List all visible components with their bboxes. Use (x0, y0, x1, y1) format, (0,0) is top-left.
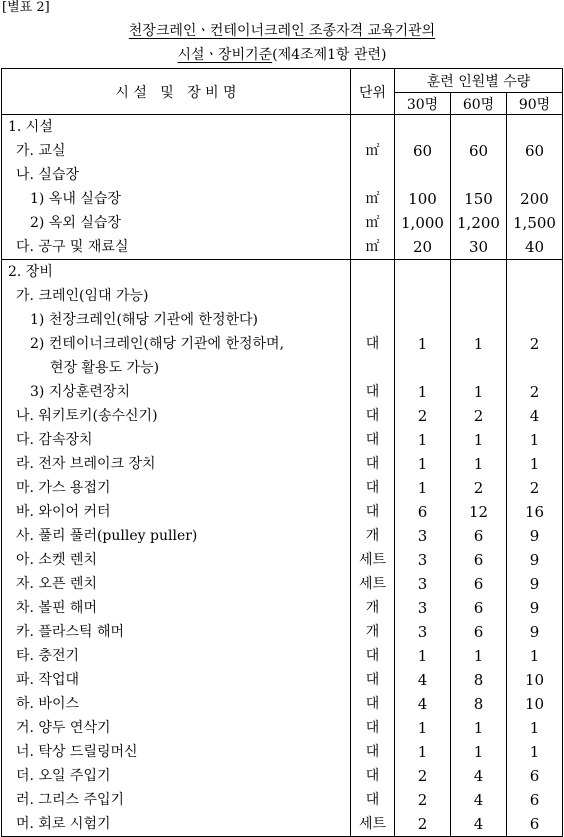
row-qty-30: 4 (395, 668, 451, 692)
row-item-name: 나. 실습장 (2, 163, 351, 187)
row-qty-30: 1,000 (395, 211, 451, 235)
row-qty-30: 3 (395, 548, 451, 572)
row-qty-60: 30 (451, 235, 507, 260)
table-row (2, 740, 563, 764)
row-qty-30: 1 (395, 428, 451, 452)
row-qty-60 (451, 284, 507, 308)
table-row (2, 548, 563, 572)
row-unit: 대 (351, 716, 395, 740)
row-qty-60: 1 (451, 452, 507, 476)
row-qty-60: 1,200 (451, 211, 507, 235)
row-item-name: 3) 지상훈련장치 (2, 380, 351, 404)
row-unit (351, 356, 395, 380)
row-unit: 세트 (351, 572, 395, 596)
row-qty-60: 150 (451, 187, 507, 211)
table-row (2, 692, 563, 716)
table-body (2, 115, 563, 837)
row-qty-90: 9 (507, 596, 563, 620)
row-item-name: 다. 공구 및 재료실 (2, 235, 351, 260)
row-unit: 개 (351, 596, 395, 620)
equipment-standards-table (1, 68, 563, 837)
row-qty-60: 6 (451, 596, 507, 620)
row-unit: 개 (351, 524, 395, 548)
row-item-name: 2. 장비 (2, 260, 351, 285)
title-line2-ref: (제4조제1항 관련) (272, 47, 387, 63)
row-qty-30: 100 (395, 187, 451, 211)
table-row (2, 380, 563, 404)
row-qty-30: 1 (395, 644, 451, 668)
row-item-name: 라. 전자 브레이크 장치 (2, 452, 351, 476)
row-qty-30: 1 (395, 740, 451, 764)
table-row (2, 476, 563, 500)
row-qty-30: 2 (395, 764, 451, 788)
row-unit: 대 (351, 740, 395, 764)
table-row (2, 668, 563, 692)
row-unit: 대 (351, 668, 395, 692)
row-qty-30 (395, 308, 451, 332)
table-row (2, 644, 563, 668)
row-qty-60: 1 (451, 380, 507, 404)
row-unit (351, 284, 395, 308)
row-unit: 대 (351, 428, 395, 452)
row-qty-90: 10 (507, 668, 563, 692)
row-qty-30: 3 (395, 596, 451, 620)
row-qty-30: 1 (395, 380, 451, 404)
row-item-name: 아. 소켓 렌치 (2, 548, 351, 572)
row-qty-90: 2 (507, 476, 563, 500)
row-qty-90: 40 (507, 235, 563, 260)
row-qty-30: 2 (395, 812, 451, 837)
table-row (2, 139, 563, 163)
row-qty-90 (507, 115, 563, 140)
row-qty-90 (507, 284, 563, 308)
row-unit (351, 308, 395, 332)
row-qty-30: 2 (395, 404, 451, 428)
row-unit: 세트 (351, 812, 395, 837)
row-qty-90: 1 (507, 644, 563, 668)
table-row (2, 260, 563, 285)
row-unit: 대 (351, 764, 395, 788)
row-qty-90: 10 (507, 692, 563, 716)
row-unit: 대 (351, 404, 395, 428)
row-qty-60: 1 (451, 644, 507, 668)
title-line1-text: 천장크레인ㆍ컨테이너크레인 조종자격 교육기관의 (128, 23, 436, 39)
row-qty-30: 3 (395, 572, 451, 596)
row-qty-90: 16 (507, 500, 563, 524)
table-row (2, 404, 563, 428)
table-row (2, 235, 563, 260)
row-qty-30: 3 (395, 620, 451, 644)
row-unit: 대 (351, 788, 395, 812)
row-item-name: 카. 플라스틱 해머 (2, 620, 351, 644)
row-qty-60: 6 (451, 524, 507, 548)
row-qty-90: 6 (507, 788, 563, 812)
row-qty-30: 60 (395, 139, 451, 163)
row-unit: 대 (351, 452, 395, 476)
row-unit: 대 (351, 380, 395, 404)
row-unit: ㎡ (351, 187, 395, 211)
row-unit: 세트 (351, 548, 395, 572)
row-qty-60: 60 (451, 139, 507, 163)
row-qty-60: 4 (451, 764, 507, 788)
row-unit: ㎡ (351, 211, 395, 235)
row-qty-90: 200 (507, 187, 563, 211)
table-row (2, 308, 563, 332)
document-title-line2 (0, 46, 564, 64)
table-row (2, 572, 563, 596)
row-qty-30: 4 (395, 692, 451, 716)
table-row (2, 163, 563, 187)
row-qty-90: 1 (507, 740, 563, 764)
row-qty-60 (451, 356, 507, 380)
row-unit: ㎡ (351, 139, 395, 163)
row-unit (351, 260, 395, 285)
table-row (2, 524, 563, 548)
table-row (2, 332, 563, 356)
row-item-name: 머. 회로 시험기 (2, 812, 351, 837)
row-qty-30 (395, 284, 451, 308)
row-qty-60: 6 (451, 620, 507, 644)
row-unit (351, 115, 395, 140)
row-qty-90: 9 (507, 524, 563, 548)
header-item-name: 시 설 및 장 비 명 (2, 69, 351, 115)
row-unit (351, 163, 395, 187)
table-row (2, 812, 563, 837)
row-qty-90: 6 (507, 812, 563, 837)
table-row (2, 620, 563, 644)
row-qty-60 (451, 308, 507, 332)
row-qty-90: 1 (507, 716, 563, 740)
header-30: 30명 (395, 93, 451, 115)
row-item-name: 2) 컨테이너크레인(해당 기관에 한정하며, (2, 332, 351, 356)
row-item-name: 하. 바이스 (2, 692, 351, 716)
table-row (2, 452, 563, 476)
header-unit: 단위 (351, 69, 395, 115)
row-item-name: 가. 교실 (2, 139, 351, 163)
row-qty-60 (451, 163, 507, 187)
table-row (2, 764, 563, 788)
row-qty-60: 6 (451, 548, 507, 572)
row-item-name: 1. 시설 (2, 115, 351, 140)
row-qty-90: 1 (507, 428, 563, 452)
row-item-name: 자. 오픈 렌치 (2, 572, 351, 596)
document-title-line1 (0, 22, 564, 40)
row-qty-30: 1 (395, 332, 451, 356)
row-qty-60: 12 (451, 500, 507, 524)
header-60: 60명 (451, 93, 507, 115)
row-item-name: 다. 감속장치 (2, 428, 351, 452)
row-qty-30 (395, 163, 451, 187)
row-unit: 대 (351, 644, 395, 668)
row-qty-60 (451, 115, 507, 140)
row-item-name: 1) 옥내 실습장 (2, 187, 351, 211)
row-qty-30: 1 (395, 716, 451, 740)
row-qty-60: 2 (451, 476, 507, 500)
row-qty-30 (395, 115, 451, 140)
row-item-name: 러. 그리스 주입기 (2, 788, 351, 812)
row-qty-90: 9 (507, 620, 563, 644)
row-unit: ㎡ (351, 235, 395, 260)
row-qty-90: 1 (507, 452, 563, 476)
row-qty-60: 1 (451, 428, 507, 452)
row-qty-30: 6 (395, 500, 451, 524)
row-item-name: 거. 양두 연삭기 (2, 716, 351, 740)
row-qty-60: 4 (451, 812, 507, 837)
header-quantity-group: 훈련 인원별 수량 (395, 69, 563, 93)
row-item-name: 타. 충전기 (2, 644, 351, 668)
row-qty-90: 4 (507, 404, 563, 428)
row-item-name: 가. 크레인(임대 가능) (2, 284, 351, 308)
row-item-name: 1) 천장크레인(해당 기관에 한정한다) (2, 308, 351, 332)
row-item-name: 너. 탁상 드릴링머신 (2, 740, 351, 764)
row-item-name: 마. 가스 용접기 (2, 476, 351, 500)
row-qty-30 (395, 260, 451, 285)
row-qty-60: 1 (451, 716, 507, 740)
table-row (2, 596, 563, 620)
row-item-name: 2) 옥외 실습장 (2, 211, 351, 235)
row-unit: 대 (351, 692, 395, 716)
row-qty-90: 2 (507, 332, 563, 356)
table-row (2, 716, 563, 740)
table-row (2, 211, 563, 235)
row-item-name: 차. 볼핀 해머 (2, 596, 351, 620)
row-qty-90 (507, 308, 563, 332)
row-qty-60: 1 (451, 332, 507, 356)
row-qty-30: 3 (395, 524, 451, 548)
row-qty-60: 4 (451, 788, 507, 812)
row-qty-60 (451, 260, 507, 285)
table-row (2, 356, 563, 380)
table-row (2, 788, 563, 812)
row-qty-90: 1,500 (507, 211, 563, 235)
table-row (2, 428, 563, 452)
row-unit: 개 (351, 620, 395, 644)
row-qty-30: 20 (395, 235, 451, 260)
row-item-name: 현장 활용도 가능) (2, 356, 351, 380)
table-row (2, 284, 563, 308)
row-qty-30: 2 (395, 788, 451, 812)
row-item-name: 파. 작업대 (2, 668, 351, 692)
row-unit: 대 (351, 500, 395, 524)
header-90: 90명 (507, 93, 563, 115)
row-qty-60: 2 (451, 404, 507, 428)
row-qty-60: 6 (451, 572, 507, 596)
row-qty-90: 9 (507, 572, 563, 596)
table-row (2, 187, 563, 211)
row-qty-90: 9 (507, 548, 563, 572)
table-row (2, 500, 563, 524)
row-qty-90: 60 (507, 139, 563, 163)
row-qty-30: 1 (395, 476, 451, 500)
row-item-name: 바. 와이어 커터 (2, 500, 351, 524)
table-row (2, 115, 563, 140)
row-unit: 대 (351, 332, 395, 356)
row-item-name: 나. 워키토키(송수신기) (2, 404, 351, 428)
annex-label: [별표 2] (2, 0, 50, 15)
row-qty-60: 8 (451, 668, 507, 692)
row-item-name: 사. 풀리 풀러(pulley puller) (2, 524, 351, 548)
row-qty-60: 1 (451, 740, 507, 764)
title-line2-main: 시설ㆍ장비기준 (177, 47, 273, 63)
row-qty-60: 8 (451, 692, 507, 716)
row-qty-30 (395, 356, 451, 380)
row-qty-30: 1 (395, 452, 451, 476)
row-unit: 대 (351, 476, 395, 500)
row-item-name: 더. 오일 주입기 (2, 764, 351, 788)
row-qty-90: 6 (507, 764, 563, 788)
row-qty-90 (507, 260, 563, 285)
row-qty-90 (507, 163, 563, 187)
row-qty-90: 2 (507, 380, 563, 404)
row-qty-90 (507, 356, 563, 380)
